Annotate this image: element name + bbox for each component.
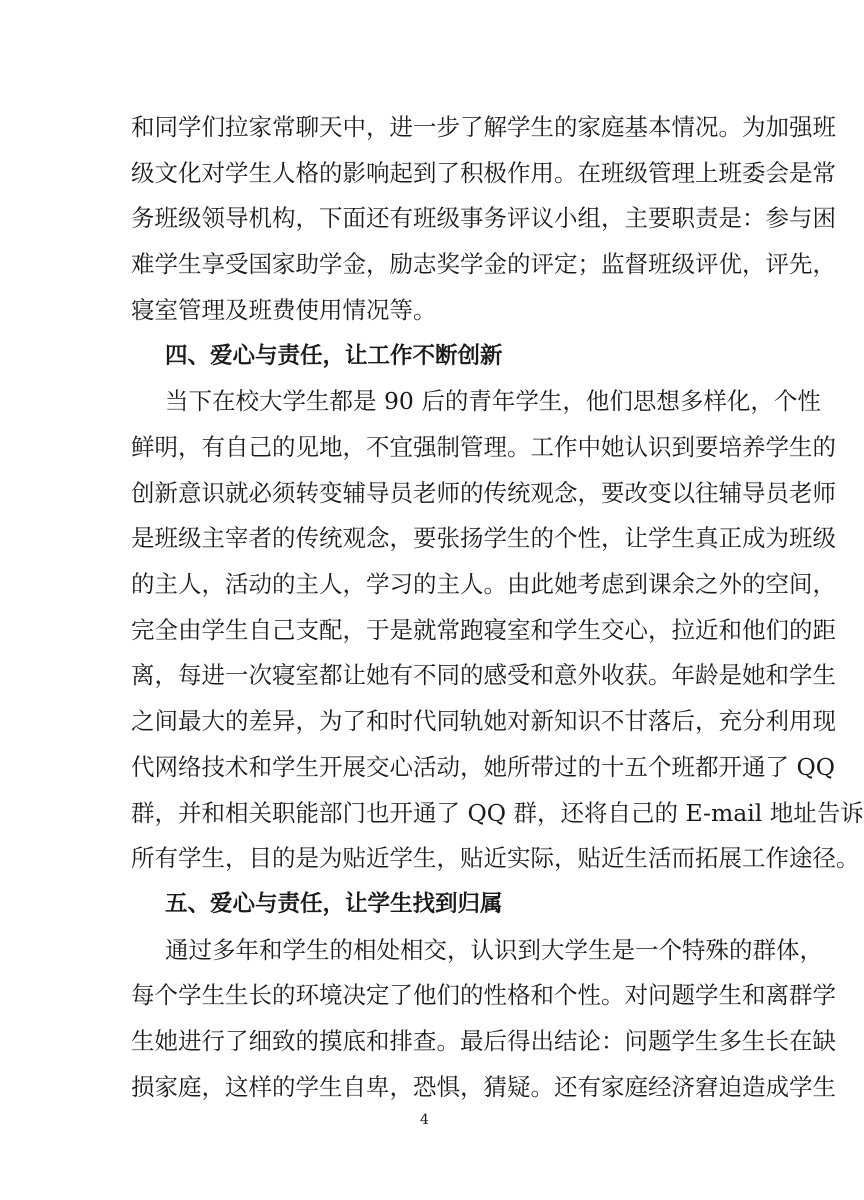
paragraph-2-line-10: 群，并和相关职能部门也开通了 QQ 群，还将自己的 E-mail 地址告诉	[131, 799, 864, 827]
paragraph-1-line-3: 务班级领导机构，下面还有班级事务评议小组，主要职责是：参与困	[131, 204, 836, 232]
paragraph-2-line-8: 之间最大的差异，为了和时代同轨她对新知识不甘落后，充分利用现	[131, 707, 836, 735]
paragraph-2-line-9: 代网络技术和学生开展交心活动，她所带过的十五个班都开通了 QQ	[131, 753, 836, 781]
paragraph-1-line-4: 难学生享受国家助学金，励志奖学金的评定；监督班级评优，评先，	[131, 250, 836, 278]
paragraph-3-line-1: 通过多年和学生的相处相交，认识到大学生是一个特殊的群体，	[165, 936, 823, 964]
paragraph-3-line-2: 每个学生生长的环境决定了他们的性格和个性。对问题学生和离群学	[131, 981, 836, 1009]
paragraph-3-line-3: 生她进行了细致的摸底和排查。最后得出结论：问题学生多生长在缺	[131, 1027, 836, 1055]
paragraph-2-line-5: 的主人，活动的主人，学习的主人。由此她考虑到课余之外的空间，	[131, 570, 836, 598]
paragraph-2-line-4: 是班级主宰者的传统观念，要张扬学生的个性，让学生真正成为班级	[131, 524, 836, 552]
paragraph-2-line-2: 鲜明，有自己的见地，不宜强制管理。工作中她认识到要培养学生的	[131, 433, 836, 461]
paragraph-2-line-11: 所有学生，目的是为贴近学生，贴近实际，贴近生活而拓展工作途径。	[131, 844, 860, 872]
paragraph-2-line-3: 创新意识就必须转变辅导员老师的传统观念，要改变以往辅导员老师	[131, 479, 836, 507]
section-heading-4: 四、爱心与责任，让工作不断创新	[165, 343, 503, 369]
section-heading-5: 五、爱心与责任，让学生找到归属	[165, 891, 503, 917]
paragraph-1-line-1: 和同学们拉家常聊天中，进一步了解学生的家庭基本情况。为加强班	[131, 113, 836, 141]
paragraph-2-line-1: 当下在校大学生都是 90 后的青年学生，他们思想多样化，个性	[165, 387, 821, 415]
paragraph-1-line-5: 寝室管理及班费使用情况等。	[131, 296, 437, 324]
paragraph-3-line-4: 损家庭，这样的学生自卑，恐惧，猜疑。还有家庭经济窘迫造成学生	[131, 1073, 836, 1101]
paragraph-2-line-6: 完全由学生自己支配，于是就常跑寝室和学生交心，拉近和他们的距	[131, 616, 836, 644]
paragraph-1-line-2: 级文化对学生人格的影响起到了积极作用。在班级管理上班委会是常	[131, 159, 836, 187]
page-number: 4	[420, 1112, 429, 1128]
paragraph-2-line-7: 离，每进一次寝室都让她有不同的感受和意外收获。年龄是她和学生	[131, 661, 836, 689]
